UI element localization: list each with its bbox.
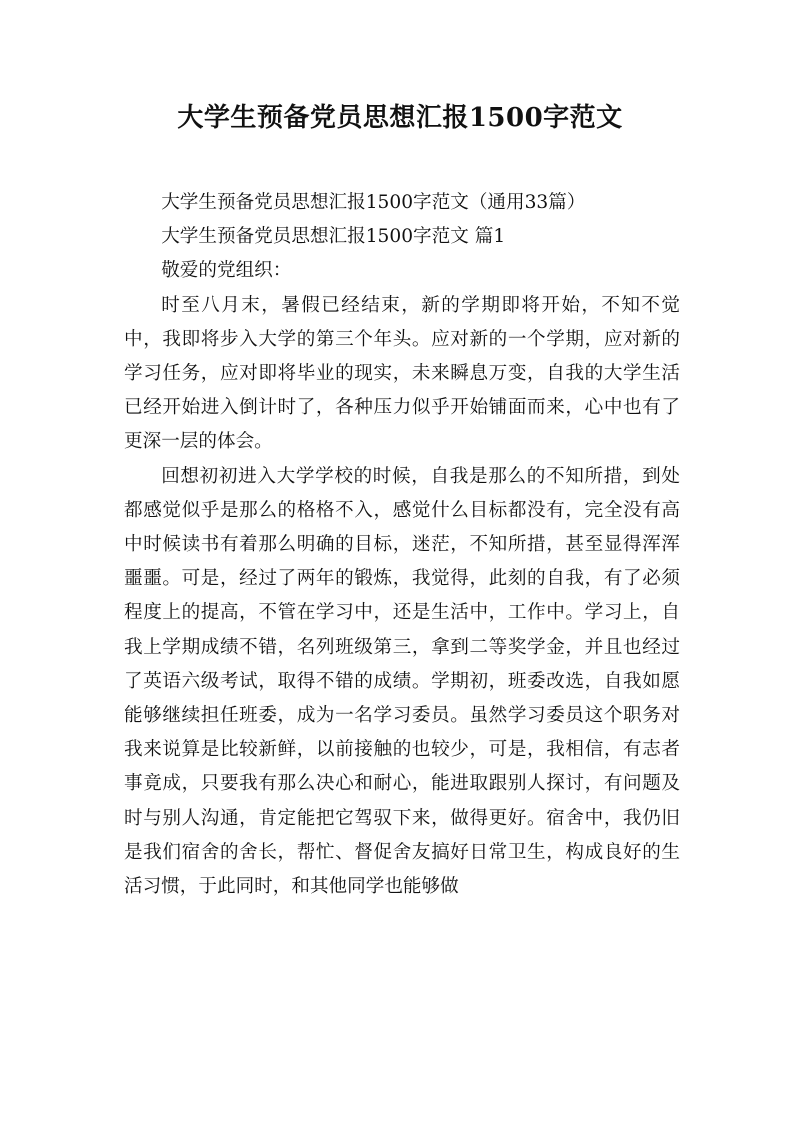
- article-heading: 大学生预备党员思想汇报1500字范文 篇1: [161, 226, 506, 248]
- paragraph-1: 时至八月末，暑假已经结束，新的学期即将开始，不知不觉中，我即将步入大学的第三个年头。应对新的一个学期，应对新的学习任务，应对即将毕业的现实，未来瞬息万变，自我的大学生活已经开始进入倒计时了，各种压力似乎开始铺面而来，心中也有了更深一层的体会。: [124, 294, 680, 453]
- salutation: 敬爱的党组织：: [161, 260, 292, 282]
- document-body: [124, 186, 680, 904]
- document-title: 大学生预备党员思想汇报1500字范文: [177, 103, 623, 133]
- paragraph-2: 回想初初进入大学学校的时候，自我是那么的不知所措，到处都感觉似乎是那么的格格不入，感觉什么目标都没有，完全没有高中时候读书有着那么明确的目标，迷茫，不知所措，甚至显得浑浑噩噩。可是，经过了两年的锻炼，我觉得，此刻的自我，有了必须程度上的提高，不管在学习中，还是生活中，工作中。学习上，自我上学期成绩不错，名列班级第三，拿到二等奖学金，并且也经过了英语六级考试，取得不错的成绩。学期初，班委改选，自我如愿能够继续担任班委，成为一名学习委员。虽然学习委员这个职务对我来说算是比较新鲜，以前接触的也较少，可是，我相信，有志者事竟成，只要我有那么决心和耐心，能进取跟别人探讨，有问题及时与别人沟通，肯定能把它驾驭下来，做得更好。宿舍中，我仍旧是我们宿舍的舍长，帮忙、督促舍友搞好日常卫生，构成良好的生活习惯，于此同时，和其他同学也能够做: [124, 465, 680, 898]
- document-subtitle: 大学生预备党员思想汇报1500字范文（通用33篇）: [161, 192, 586, 213]
